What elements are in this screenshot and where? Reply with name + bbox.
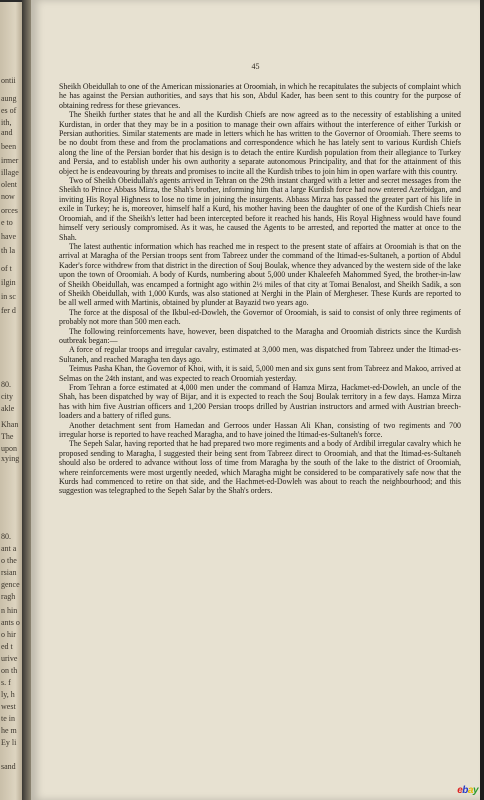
previous-page-fragment: in sc: [1, 292, 16, 301]
previous-page-fragment: upon: [1, 444, 17, 453]
previous-page-fragment: illage: [1, 168, 19, 177]
previous-page-fragment: ilgin: [1, 278, 16, 287]
previous-page-fragment: ant a: [1, 544, 17, 553]
page-body-text: [59, 82, 461, 722]
previous-page-fragment: city: [1, 392, 13, 401]
watermark-letter: a: [467, 785, 473, 796]
book-page: [31, 0, 480, 800]
watermark-letter: b: [462, 785, 468, 796]
paragraph: From Tehran a force estimated at 4,000 men under the command of Hamza Mirza, Hackmet-ed-Dowleh, an uncle of the Shah, has been dispatched by way of Bijar, and it is expected to reach the Souj Boulak territory in a few days. Hamza Mirza has with him five Austrian officers and 1,200 Persian troops drilled by Austrian instructors and armed with Austrian breech-loaders and a battery of rifled guns.: [59, 383, 461, 421]
previous-page-fragment: urive: [1, 654, 18, 663]
previous-page-fragment: th la: [1, 246, 15, 255]
previous-page-fragment: akle: [1, 404, 15, 413]
previous-page-fragment: o the: [1, 556, 17, 565]
previous-page-fragment: 80.: [1, 380, 11, 389]
previous-page-fragment: sand: [1, 762, 16, 771]
paragraph: Sheikh Obeidullah to one of the American missionaries at Oroomiah, in which he recapitulates the subjects of complaint which he has against the Persian authorities, and says that his son, Abdul Kader, has been sent to this country for the purpose of obtaining redress for these grievances.: [59, 82, 461, 110]
previous-page-fragment: aung: [1, 94, 17, 103]
previous-page-fragment: s. f: [1, 678, 11, 687]
previous-page-fragment: have: [1, 232, 17, 241]
previous-page-fragment: 80.: [1, 532, 11, 541]
previous-page-fragment: The: [1, 432, 14, 441]
previous-page-fragment: and: [1, 128, 13, 137]
previous-page-fragment: orces: [1, 206, 18, 215]
previous-page-fragment: of t: [1, 264, 12, 273]
paragraph: Another detachment sent from Hamedan and Gerroos under Hassan Ali Khan, consisting of two regiments and 700 irregular horse is reported to have reached Maragha, and to have joined the Itimad-es-Sultaneh's force.: [59, 420, 461, 440]
paragraph: Teimus Pasha Khan, the Governor of Khoi, with, it is said, 5,000 men and six guns sent from Tabreez and Makoo, arrived at Selmas on the 24th instant, and was expected to reach Oroomiah yesterday.: [59, 364, 461, 383]
page-number: 45: [251, 62, 260, 71]
previous-page-fragment: Khan: [1, 420, 19, 429]
paragraph: Two of Sheikh Obeidullah's agents arrived in Tehran on the 29th instant charged with a letter and secret messages from the Sheikh to Prince Abbass Mirza, the Shah's brother, informing him that a large Kurdish force had now entered Azerbidgan, and inviting His Royal Highness to lose no time in joining the insurgents. Abbass Mirza has passed the greater part of his life in exile in Turkey; he is, moreover, himself half a Kurd, his mother having been the daughter of one of the Kurdish Chiefs near Oroomiah, and if the Sheikh's letter had been intercepted before it reached his hands, His Royal Highness would have found himself very seriously compromised. As it was, he caused the Agents to be arrested, and reported the matter at once to the Shah.: [59, 176, 461, 242]
paragraph: The latest authentic information which has reached me in respect to the present state of affairs at Oroomiah is that on the arrival at Maragha of the Persian troops sent from Tabreez under the command of the Itimad-es-Sultaneh, a portion of Abdul Kader's force withdrew from that district in the direction of Souj Boulak, whence they advanced by the western side of the lake upon the town of Oroomiah. A body of Kurds, numbering about 5,000 under Khaleefeh Mahommed Syed, the brother-in-law of Sheikh Obeidullah, was encamped a fortnight ago within 2½ miles of that city at Tomai Benalost, and Sheikh Sadik, a son of Sheikh Obeidullah, with 1,000 Kurds, was also stationed at Nerghi in the Plain of Mergheser. These Kurds are reported to be all well armed with Martinis, obtained by plunder at Bayazid two years ago.: [59, 241, 461, 308]
paragraph: The Sheikh further states that he and all the Kurdish Chiefs are now agreed as to the necessity of establishing a united Kurdistan, in order that they may be in a position to manage their own affairs without the interference of either Turkish or Persian authorities. Similar statements are made in letters which he has written to the Governor of Oroomiah. There seems to be no doubt from these and from the proclamations and correspondence which he has lately sent to various Kurdish Chiefs along the line of the Persian border that his design is to detach the entire Kurdish population from their allegiance to Turkey and Persia, and to establish under his own authority a separate autonomous Principality, and that for the attainment of this object he is endeavouring by threats and promises to incite all the Kurdish tribes to join him in open warfare with this country.: [59, 110, 461, 176]
ebay-watermark-logo: [457, 785, 478, 796]
previous-page-fragment: ants o: [1, 618, 20, 627]
paragraph: The force at the disposal of the Ikbul-ed-Dowleh, the Governor of Oroomiah, is said to consist of only three regiments of probably not more than 500 men each.: [59, 307, 461, 327]
previous-page-fragment: now: [1, 192, 15, 201]
previous-page-fragment: he m: [1, 726, 17, 735]
previous-page-fragment: on th: [1, 666, 18, 675]
previous-page-fragment: irmer: [1, 156, 19, 165]
previous-page-fragment: Ey li: [1, 738, 17, 747]
previous-page-fragment: xying: [1, 454, 20, 463]
previous-page-fragment: ith,: [1, 118, 12, 127]
previous-page-fragment: rsian: [1, 568, 17, 577]
previous-page-fragment: west: [1, 702, 16, 711]
right-edge-shadow: [480, 0, 484, 800]
previous-page-fragment: olent: [1, 180, 17, 189]
paragraph: A force of regular troops and irregular cavalry, estimated at 3,000 men, was dispatched from Tabreez under the Itimad-es-Sultaneh, and reached Maragha ten days ago.: [59, 345, 461, 364]
paragraph: The following reinforcements have, however, been dispatched to the Maragha and Oroomiah districts since the Kurdish outbreak began:—: [59, 326, 461, 345]
previous-page-fragment: te in: [1, 714, 15, 723]
previous-page-fragment: been: [1, 142, 17, 151]
previous-page-fragment: o hir: [1, 630, 16, 639]
paragraph: The Sepeh Salar, having reported that he had prepared two more regiments and a body of Ardibil irregular cavalry which he proposed sending to Maragha, I suggested their being sent from Tabreez direct to Oroomiah, and that the Itimad-es-Sultaneh should also be ordered to advance without loss of time from Maragha by the south of the lake to the district of Oroomiah, where reinforcements were most urgently needed, which Maragha might be considered to be comparatively safe now that the Kurds had commenced to retire on that side, and the Hachmet-ed-Dowleh was about to reach the neighbourhood; and this suggestion was telegraphed to the Sepeh Salar by the Shah's orders.: [59, 439, 461, 496]
previous-page-fragment: fer d: [1, 306, 16, 315]
previous-page-fragment: ly, h: [1, 690, 15, 699]
previous-page-fragment: ed t: [1, 642, 13, 651]
previous-page-fragment: ontii: [1, 76, 16, 85]
previous-page-fragment: es of: [1, 106, 17, 115]
previous-page-fragment: ragh: [1, 592, 16, 601]
watermark-letter: y: [472, 785, 478, 796]
watermark-letter: e: [457, 785, 463, 796]
book-gutter: [22, 0, 31, 800]
previous-page-fragment: n hin: [1, 606, 18, 615]
previous-page-fragment: e to: [1, 218, 13, 227]
previous-page-fragment: gence: [1, 580, 20, 589]
previous-page-edge: [0, 2, 22, 800]
